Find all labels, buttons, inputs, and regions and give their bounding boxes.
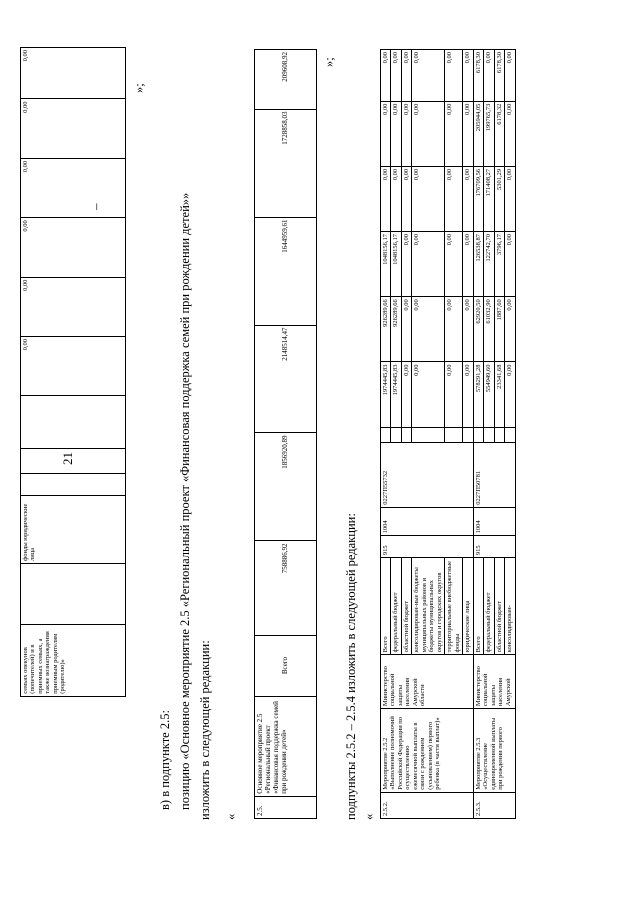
value-cell: 0,00 <box>401 50 411 102</box>
source-label: Всего <box>473 558 483 655</box>
value-cell: 0,00 <box>412 232 445 297</box>
value-cell: 126538,87 <box>473 232 483 297</box>
value-cell: 0,00 <box>401 232 411 297</box>
subpoints-heading: подпункты 2.5.2 – 2.5.4 изложить в следующей редакции: <box>344 513 358 820</box>
value-cell: 0,00 <box>505 166 515 231</box>
value-cell: 926289,66 <box>391 297 401 362</box>
value-cell: 0,00 <box>401 362 411 427</box>
executor-cell: Министерство социальной защиты населения Амурской <box>473 655 515 709</box>
value-cell: 62920,50 <box>473 297 483 362</box>
value-cell: 0,00 <box>381 101 391 166</box>
grbs-cell: 915 <box>381 536 474 558</box>
source-label: федеральный бюджет <box>391 558 401 655</box>
source-label: территориальные внебюджетные фонды <box>445 558 463 655</box>
subpoint-heading: в) в подпункте 2.5: <box>158 710 172 810</box>
value-cell: 23341,68 <box>494 362 504 427</box>
value-cell: 926289,66 <box>381 297 391 362</box>
value-cell: 0,00 <box>401 166 411 231</box>
value-cell: 0,00 <box>21 336 126 395</box>
value-cell: 0,00 <box>463 166 473 231</box>
event-name: Мероприятие 2.5.2 «Выполнение полномочий Российской Федерации по осуществлению ежемесячной выплаты в связи с рождением (усыновлением) первого ребенка (в части выплат)» <box>381 709 474 793</box>
value-cell: 0,00 <box>505 101 515 166</box>
value-cell: 0,00 <box>412 297 445 362</box>
source-label: областной бюджет <box>494 558 504 655</box>
source-label: консолидирован- <box>505 558 515 655</box>
value-cell: 1728858,03 <box>255 109 317 217</box>
value-cell: 1856920,89 <box>255 433 317 541</box>
value-cell: 0,00 <box>505 50 515 102</box>
value-cell: 0,00 <box>445 232 463 297</box>
value-cell: 0,00 <box>412 362 445 427</box>
table-subpoints <box>380 49 516 819</box>
source-cell: фонды юридические лица <box>21 495 126 563</box>
value-cell: 0,00 <box>445 297 463 362</box>
closing-mark: »; <box>132 83 146 93</box>
source-label: областной бюджет <box>401 558 411 655</box>
rzpr-cell: 1004 <box>473 507 515 536</box>
value-cell: 0,00 <box>21 99 126 158</box>
source-label: федеральный бюджет <box>484 558 494 655</box>
event-name: Мероприятие 2.5.3 «Осуществление единовременной выплаты при рождении первого <box>473 709 515 793</box>
value-cell: 0,00 <box>401 101 411 166</box>
value-cell: 758886,92 <box>255 541 317 635</box>
table-main-event <box>254 49 317 819</box>
value-cell: 578291,28 <box>473 362 483 427</box>
value-cell: 1887,60 <box>494 297 504 362</box>
value-cell: 0,00 <box>505 297 515 362</box>
value-cell: 5301,29 <box>494 166 504 231</box>
value-cell: 205944,05 <box>473 101 483 166</box>
open-quote: « <box>362 813 376 820</box>
value-cell: 122742,70 <box>484 232 494 297</box>
value-cell: 0,00 <box>391 50 401 102</box>
value-cell: 0,00 <box>445 166 463 231</box>
source-label: Всего <box>381 558 391 655</box>
value-cell: 1048156,17 <box>391 232 401 297</box>
event-name: Основное мероприятие 2.5 «Региональный проект «Финансовая поддержка семей при рождении детей» <box>255 696 317 796</box>
value-cell: 0,00 <box>505 232 515 297</box>
value-cell: 0,00 <box>505 362 515 427</box>
value-cell: 1974445,83 <box>391 362 401 427</box>
value-cell: 171408,27 <box>484 166 494 231</box>
value-cell: 0,00 <box>21 158 126 217</box>
value-cell: 2148514,47 <box>255 325 317 433</box>
source-label: консолидирован-ные бюджеты муниципальных районов и бюджеты муниципальных округов и городских округов <box>412 558 445 655</box>
value-cell: 0,00 <box>381 50 391 102</box>
table-top <box>20 47 126 817</box>
value-cell: 6178,30 <box>473 50 483 102</box>
page-number: 21 <box>60 452 75 465</box>
value-cell: 0,00 <box>463 101 473 166</box>
value-cell: 209608,92 <box>255 50 317 110</box>
value-cell: 0,00 <box>401 297 411 362</box>
value-cell: 199765,73 <box>484 101 494 166</box>
value-cell: 6178,32 <box>494 101 504 166</box>
row-number: 2.5.2. <box>381 792 474 818</box>
value-cell: 6178,30 <box>494 50 504 102</box>
value-cell: 0,00 <box>412 166 445 231</box>
desc-cell: семьях опекунов (попечителей) и в приемных семьях, а также вознаграждения приемным родителям (родителю)» <box>21 625 126 697</box>
rzpr-cell: 1004 <box>381 507 474 536</box>
value-cell: 1048156,17 <box>381 232 391 297</box>
value-cell: 0,00 <box>445 50 463 102</box>
source-label: юридические лица <box>463 558 473 655</box>
value-cell: 0,00 <box>463 50 473 102</box>
open-quote: « <box>224 813 238 820</box>
value-cell: 0,00 <box>412 101 445 166</box>
value-cell: 1644959,61 <box>255 217 317 325</box>
subpoint-text: позицию «Основное мероприятие 2.5 «Региональный проект «Финансовая поддержка семей при рождении детей»» <box>178 192 192 810</box>
value-cell: 0,00 <box>21 48 126 99</box>
source-cell: Всего <box>255 635 317 696</box>
value-cell: 0,00 <box>391 101 401 166</box>
row-number: 2.5.3. <box>473 792 515 818</box>
value-cell: 0,00 <box>445 362 463 427</box>
closing-mark: »; <box>322 57 336 67</box>
value-cell: 176709,56 <box>473 166 483 231</box>
value-cell: 0,00 <box>21 218 126 277</box>
value-cell: 3796,17 <box>494 232 504 297</box>
value-cell: 0,00 <box>484 50 494 102</box>
csr-cell: 0227П50781 <box>473 442 515 507</box>
value-cell: 0,00 <box>463 232 473 297</box>
executor-cell: Министерство социальной защиты населения Амурской области <box>381 655 474 709</box>
value-cell: 554949,60 <box>484 362 494 427</box>
value-cell: 0,00 <box>463 362 473 427</box>
value-cell: 61032,90 <box>484 297 494 362</box>
subpoint-text: изложить в следующей редакции: <box>198 640 212 820</box>
value-cell: 0,00 <box>445 101 463 166</box>
value-cell: 0,00 <box>391 166 401 231</box>
row-number: 2.5. <box>255 796 317 818</box>
value-cell: 1974445,83 <box>381 362 391 427</box>
value-cell: 0,00 <box>412 50 445 102</box>
value-cell: 0,00 <box>463 297 473 362</box>
grbs-cell: 915 <box>473 536 515 558</box>
value-cell: 0,00 <box>21 277 126 336</box>
value-cell: 0,00 <box>381 166 391 231</box>
csr-cell: 0227П55732 <box>381 442 474 507</box>
page-separator: – <box>88 203 103 210</box>
